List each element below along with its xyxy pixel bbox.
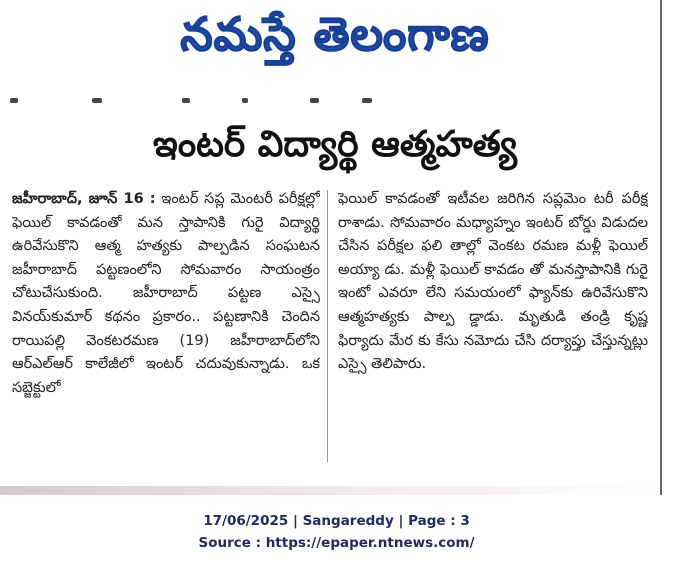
article-column-left <box>12 188 320 468</box>
article-paragraph-left <box>12 188 320 400</box>
article-body-right: ఫెయిల్ కావడంతో ఇటీవల జరిగిన సప్లమెం టరీ పరీక్ష రాశాడు. సోమవారం మధ్యాహ్నం ఇంటర్ బోర్డు విడుదల చేసిన పరీక్షల ఫలి తాల్లో వెంకట రమణ మళ్లీ ఫెయిల్ అయ్యా డు. మళ్లీ ఫెయిల్ కావడం తో మనస్తాపానికి గురై ఇంటో ఎవరూ లేని సమయంలో ఫ్యాన్‌కు ఉరివేసుకొని ఆత్మహత్యకు పాల్ప డ్డాడు. మృతుడి తండ్రి కృష్ణ ఫిర్యాదు మేర కు కేసు నమోదు చేసి దర్యాప్తు చేస్తున్నట్లు ఎస్సై తెలిపారు. <box>338 191 648 373</box>
column-divider <box>327 190 328 462</box>
article-column-right <box>338 188 648 468</box>
headline-text: ఇంటర్ విద్యార్థి ఆత్మహత్య <box>153 124 517 165</box>
masthead-title: నమస్తే తెలంగాణ <box>180 7 490 61</box>
article-dateline: జహీరాబాద్, జూన్ 16 : <box>12 191 156 207</box>
article-body-left: ఇంటర్ సప్ల మెంటరీ పరీక్షల్లో ఫెయిల్ కావడంతో మన స్తాపానికి గురై విద్యార్థి ఉరివేసుకొని ఆత్మ హత్యకు పాల్పడిన సంఘటన జహీరాబాద్ పట్టణంలోని సోమవారం సాయంత్రం చోటుచేసుకుంది. జహీరాబాద్ పట్టణ ఎస్సై వినయ్‌కుమార్ కథనం ప్రకారం.. పట్టణానికి చెందిన రాయిపల్లి వెంకటరమణ (19) జహీరాబాద్‌లోని ఆర్‌ఎల్‌ఆర్ కాలేజీలో ఇంటర్ చదువుకున్నాడు. ఒక సబ్జెక్టులో <box>12 191 320 396</box>
cut-text-fragment <box>10 96 650 106</box>
footer-date-edition: 17/06/2025 | Sangareddy | Page : 3 <box>203 513 470 529</box>
source-footer <box>0 510 673 554</box>
newspaper-masthead <box>140 4 530 76</box>
clipping-border <box>660 0 662 495</box>
article-headline <box>40 116 630 182</box>
clipping-edge-strip <box>0 486 660 495</box>
footer-source-link[interactable]: Source : https://epaper.ntnews.com/ <box>198 535 475 551</box>
